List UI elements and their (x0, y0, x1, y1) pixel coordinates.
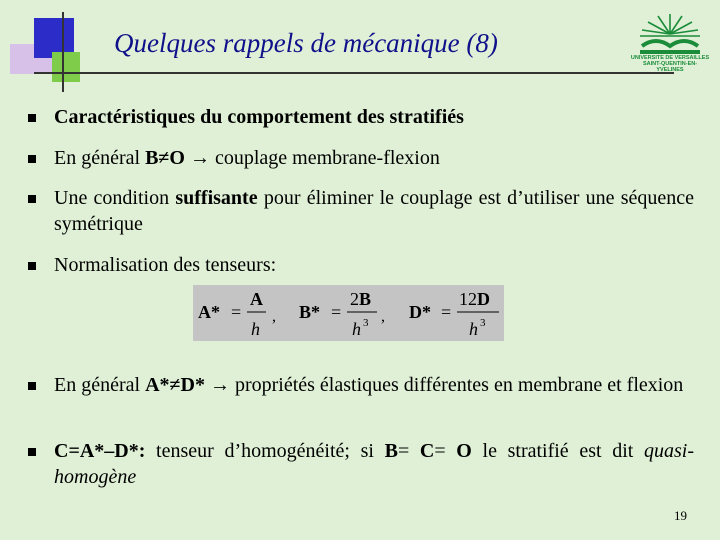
bullet-text: Caractéristiques du comportement des stratifiés (54, 106, 464, 128)
bullet-marker (28, 448, 36, 456)
bullet-marker (28, 195, 36, 203)
bullet-marker (28, 262, 36, 270)
formula-comma: , (272, 308, 276, 325)
normalization-formula (193, 285, 504, 341)
formula-b-den: h (352, 319, 361, 339)
formula-b-exp: 3 (363, 317, 369, 329)
formula-eq: = (231, 302, 242, 322)
formula-d-lhs: D* (409, 302, 431, 322)
university-logo-text: UNIVERSITE DE VERSAILLES SAINT-QUENTIN-EN-YVELINES (630, 55, 710, 73)
page-number: 19 (674, 508, 687, 523)
title-underline (34, 72, 674, 74)
formula-d-num: 12D (459, 289, 490, 309)
bullet-item (28, 104, 720, 130)
bullet-item: En général B≠O → couplage membrane-flexion (28, 145, 720, 171)
formula-b-num: 2B (350, 289, 372, 309)
formula-d-den: h (469, 319, 478, 339)
formula-comma: , (381, 308, 385, 325)
bullet-item: Normalisation des tenseurs: (28, 252, 720, 278)
bullet-marker (28, 155, 36, 163)
bullet-item: En général A*≠D* → propriétés élastiques différentes en membrane et flexion (28, 372, 694, 398)
bullet-marker (28, 382, 36, 390)
bullet-marker (28, 114, 36, 122)
slide-title: Quelques rappels de mécanique (8) (114, 28, 498, 58)
decor-vertical-line (62, 12, 64, 92)
bullet-item: C=A*–D*: tenseur d’homogénéité; si B= C= O le stratifié est dit quasi-homogène (28, 438, 694, 490)
decor-square-green (52, 52, 80, 82)
formula-b-lhs: B* (299, 302, 321, 322)
formula-eq: = (441, 302, 452, 322)
formula-eq: = (331, 302, 342, 322)
formula-a-lhs: A* (198, 302, 220, 322)
formula-a-num: A (250, 289, 263, 309)
formula-d-exp: 3 (480, 317, 486, 329)
bullet-item: Une condition suffisante pour éliminer le couplage est d’utiliser une séquence symétrique (28, 185, 694, 237)
formula-a-den: h (251, 319, 260, 339)
